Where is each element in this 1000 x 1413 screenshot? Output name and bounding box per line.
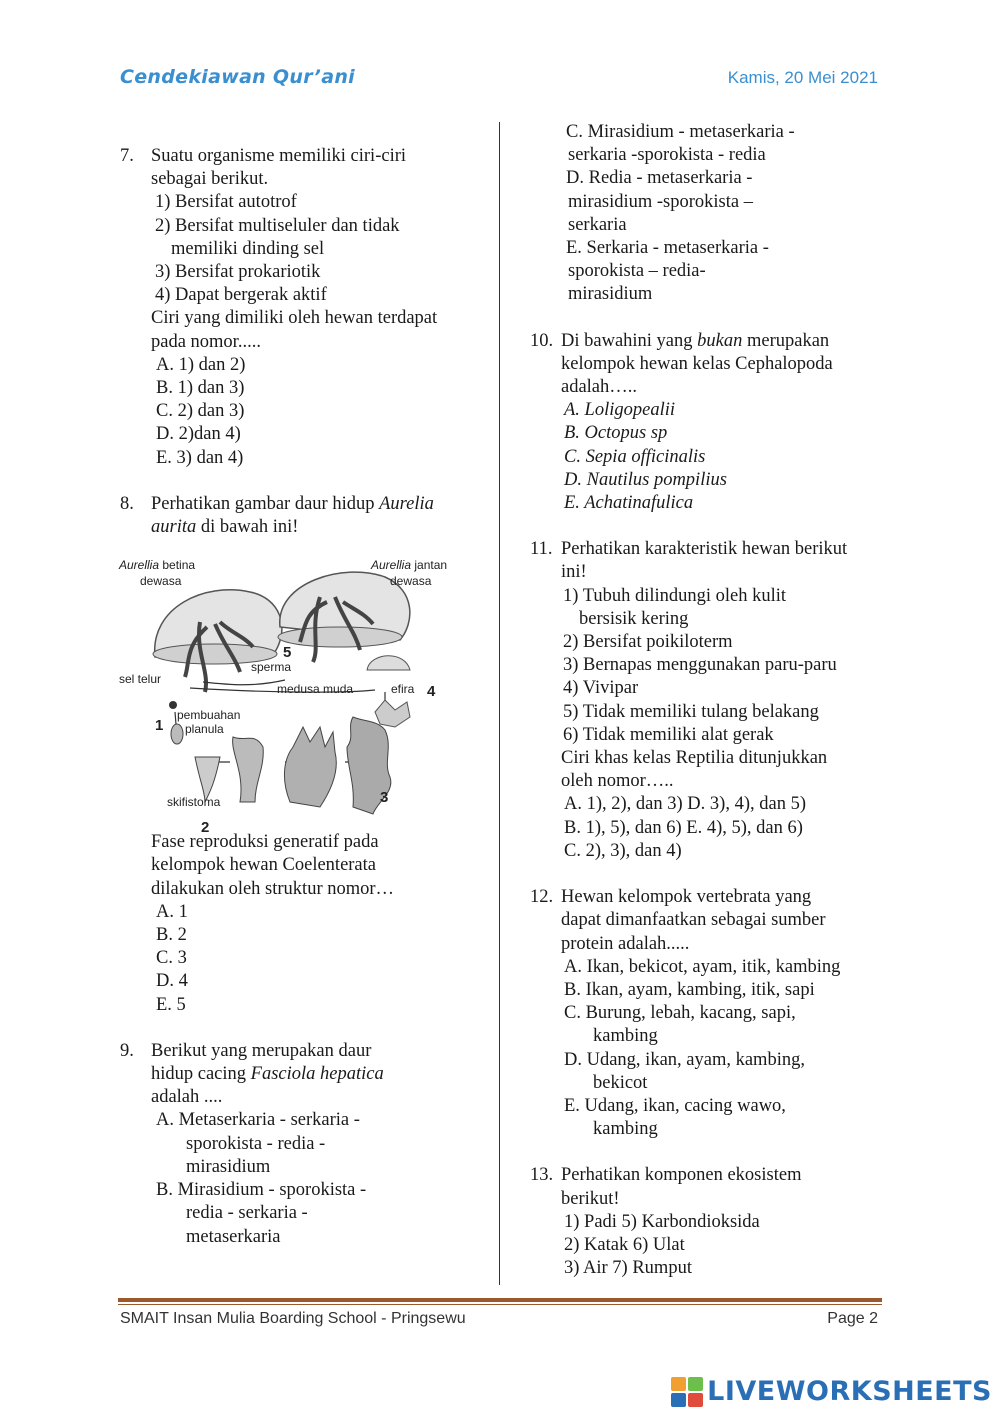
question-stem: Hewan kelompok vertebrata yang <box>561 887 812 908</box>
fig-label-ephyra: efira <box>391 682 415 696</box>
answer-option[interactable]: D. 4 <box>156 971 188 992</box>
species-name: Aurelia <box>379 493 434 514</box>
answer-option-cont: kambing <box>593 1026 658 1047</box>
question-stem: adalah….. <box>561 377 638 398</box>
question-stem: Perhatikan komponen ekosistem <box>561 1165 802 1186</box>
liveworksheets-icon <box>671 1377 703 1407</box>
aurelia-life-cycle-figure <box>115 552 475 837</box>
logo-square <box>671 1377 686 1391</box>
answer-option-cont: serkaria -sporokista - redia <box>568 145 766 166</box>
answer-option-cont: metaserkaria <box>186 1226 281 1247</box>
answer-option[interactable]: C. 3 <box>156 948 187 969</box>
logo-square <box>688 1393 703 1407</box>
statement-item: 6) Tidak memiliki alat gerak <box>563 724 774 745</box>
answer-option[interactable]: E. 3) dan 4) <box>156 447 244 468</box>
fig-label-egg: sel telur <box>119 672 162 686</box>
fig-label-sperm: sperma <box>251 660 292 674</box>
right-column <box>530 121 890 1280</box>
question-stem: protein adalah..... <box>561 933 690 954</box>
question-number: 13. <box>530 1165 554 1186</box>
species-name: Fasciola hepatica <box>250 1064 384 1085</box>
cycle-arrow <box>203 680 285 685</box>
question-ask: Ciri yang dimiliki oleh hewan terdapat <box>151 308 438 329</box>
liveworksheets-wordmark: LIVEWORKSHEETS <box>707 1376 992 1407</box>
answer-option[interactable]: B. Ikan, ayam, kambing, itik, sapi <box>564 979 815 1000</box>
answer-option[interactable]: A. 1 <box>156 901 188 922</box>
logo-square <box>688 1377 703 1391</box>
stem-text: hidup cacing <box>151 1064 251 1085</box>
question-stem: adalah .... <box>151 1087 223 1108</box>
question-stem: kelompok hewan kelas Cephalopoda <box>561 353 833 374</box>
statement-item: bersisik kering <box>579 608 689 629</box>
column-divider <box>499 122 500 1285</box>
answer-option[interactable]: D. Udang, ikan, ayam, kambing, <box>564 1049 805 1070</box>
header-date: Kamis, 20 Mei 2021 <box>727 68 878 87</box>
answer-option-cont: kambing <box>593 1119 658 1140</box>
answer-option[interactable]: A. Metaserkaria - serkaria - <box>156 1110 360 1131</box>
question-10 <box>530 330 890 516</box>
question-stem: ini! <box>561 562 587 583</box>
fig-label-female-adult: dewasa <box>140 574 182 588</box>
answer-option[interactable]: B. Mirasidium - sporokista - <box>156 1180 367 1201</box>
species-name: aurita <box>151 517 197 538</box>
statement-item: 5) Tidak memiliki tulang belakang <box>563 701 819 722</box>
answer-option[interactable]: E. 5 <box>156 994 186 1015</box>
answer-option[interactable]: D. Nautilus pompilius <box>564 469 727 490</box>
answer-option[interactable]: B. 1) dan 3) <box>156 378 245 399</box>
question-ask: kelompok hewan Coelenterata <box>151 855 376 876</box>
fig-label-female: Aurellia betina <box>119 558 196 572</box>
answer-option-cont: sporokista – redia- <box>568 261 706 282</box>
answer-option[interactable]: D. Redia - metaserkaria - <box>566 168 753 189</box>
header-school-title: Cendekiawan Qur’ani <box>120 66 355 88</box>
stem-text: Perhatikan gambar daur hidup <box>151 493 380 514</box>
statement-item: 1) Bersifat autotrof <box>155 192 297 213</box>
question-number: 12. <box>530 887 554 908</box>
answer-option-cont: bekicot <box>593 1072 648 1093</box>
fig-label-planula: planula <box>185 722 224 736</box>
question-ask: dilakukan oleh struktur nomor… <box>151 878 395 899</box>
question-7 <box>120 145 480 470</box>
statement-item: 4) Vivipar <box>563 678 639 699</box>
question-8 <box>120 493 480 539</box>
question-stem: Perhatikan karakteristik hewan berikut <box>561 539 848 560</box>
question-9 <box>120 1040 480 1249</box>
answer-option-cont: serkaria <box>568 214 627 235</box>
fig-label-young-medusa: medusa muda <box>277 682 354 696</box>
answer-option[interactable]: A. 1), 2), dan 3) D. 3), 4), dan 5) <box>564 794 806 815</box>
young-medusa <box>367 656 410 670</box>
fig-label-fertilization: pembuahan <box>177 708 241 722</box>
answer-option-cont: mirasidium -sporokista – <box>568 191 753 212</box>
question-stem: sebagai berikut. <box>151 169 269 190</box>
question-ask: oleh nomor….. <box>561 771 674 792</box>
stem-text: di bawah ini! <box>196 517 299 538</box>
statement-item: 1) Padi 5) Karbondioksida <box>564 1211 760 1232</box>
question-number: 11. <box>530 539 553 560</box>
fig-number-2: 2 <box>201 819 210 836</box>
question-9-continued <box>530 121 890 307</box>
answer-option[interactable]: C. 2), 3), dan 4) <box>564 840 682 861</box>
strobila-early <box>233 737 264 802</box>
fig-label-male-adult: dewasa <box>390 574 432 588</box>
answer-option[interactable]: C. 2) dan 3) <box>156 401 245 422</box>
statement-item: 3) Bernapas menggunakan paru-paru <box>563 655 837 676</box>
answer-option-cont: redia - serkaria - <box>186 1203 308 1224</box>
question-stem <box>151 1063 480 1086</box>
fig-number-1: 1 <box>155 717 164 734</box>
footer-rule <box>118 1298 882 1302</box>
question-number: 9. <box>120 1040 134 1061</box>
question-12 <box>530 886 890 1141</box>
footer-school: SMAIT Insan Mulia Boarding School - Pringsewu <box>120 1310 466 1327</box>
answer-option[interactable]: E. Achatinafulica <box>564 493 694 514</box>
question-stem <box>151 516 480 539</box>
stem-text: Di bawahini yang <box>561 330 698 351</box>
question-stem: Suatu organisme memiliki ciri-ciri <box>151 146 407 166</box>
fig-label-male: Aurellia jantan <box>371 558 448 572</box>
question-stem <box>561 330 890 353</box>
fig-number-4: 4 <box>427 683 436 700</box>
answer-option-cont: mirasidium <box>186 1156 271 1177</box>
question-13 <box>530 1164 890 1280</box>
question-stem: dapat dimanfaatkan sebagai sumber <box>561 910 826 931</box>
answer-option-cont: mirasidium <box>568 284 653 305</box>
answer-option[interactable]: B. 1), 5), dan 6) E. 4), 5), dan 6) <box>564 817 803 838</box>
fig-label-scyphistoma: skifistoma <box>167 795 221 809</box>
question-stem <box>151 493 480 516</box>
answer-option[interactable]: B. Octopus sp <box>564 423 668 444</box>
fig-number-3: 3 <box>380 789 389 806</box>
answer-option[interactable]: A. 1) dan 2) <box>156 354 246 375</box>
male-medusa-rim <box>278 627 402 647</box>
footer-page-number: Page 2 <box>827 1310 878 1327</box>
statement-item: 4) Dapat bergerak aktif <box>155 285 327 306</box>
statement-item: 3) Bersifat prokariotik <box>155 262 321 283</box>
liveworksheets-logo <box>671 1376 992 1407</box>
question-stem: berikut! <box>561 1188 620 1209</box>
answer-option[interactable]: C. Sepia officinalis <box>564 446 706 467</box>
emphasis-text: bukan <box>697 330 743 351</box>
logo-square <box>671 1393 686 1407</box>
statement-item: 2) Bersifat poikiloterm <box>563 632 733 653</box>
question-ask: Fase reproduksi generatif pada <box>151 832 379 853</box>
question-number: 7. <box>120 146 134 166</box>
strobila-polyp <box>284 727 336 807</box>
statement-item: 3) Air 7) Rumput <box>564 1258 692 1279</box>
answer-option[interactable]: D. 2)dan 4) <box>156 424 241 445</box>
answer-option[interactable]: E. Udang, ikan, cacing wawo, <box>564 1095 786 1116</box>
answer-option[interactable]: A. Ikan, bekicot, ayam, itik, kambing <box>564 956 841 977</box>
statement-item: memiliki dinding sel <box>171 238 325 259</box>
answer-option-cont: sporokista - redia - <box>186 1133 326 1154</box>
answer-option[interactable]: B. 2 <box>156 925 187 946</box>
egg-cell <box>169 701 177 709</box>
statement-item: 2) Katak 6) Ulat <box>564 1234 685 1255</box>
question-ask: Ciri khas kelas Reptilia ditunjukkan <box>561 748 828 769</box>
question-11 <box>530 538 890 863</box>
footer-rule-thin <box>118 1304 882 1305</box>
answer-option[interactable]: C. Burung, lebah, kacang, sapi, <box>564 1003 796 1024</box>
question-stem: Berikut yang merupakan daur <box>151 1040 372 1061</box>
ephyra <box>375 700 410 727</box>
answer-option[interactable]: E. Serkaria - metaserkaria - <box>566 238 769 259</box>
question-ask: pada nomor..... <box>151 331 261 352</box>
answer-option[interactable]: C. Mirasidium - metaserkaria - <box>566 122 795 142</box>
answer-option[interactable]: A. Loligopealii <box>564 400 675 421</box>
question-number: 8. <box>120 493 134 514</box>
question-8-ask <box>120 831 480 1017</box>
stem-text: merupakan <box>742 330 830 351</box>
statement-item: 1) Tubuh dilindungi oleh kulit <box>563 585 787 606</box>
statement-item: 2) Bersifat multiseluler dan tidak <box>155 215 400 236</box>
fig-number-5: 5 <box>283 644 292 661</box>
planula-larva <box>171 724 183 744</box>
question-number: 10. <box>530 330 554 351</box>
